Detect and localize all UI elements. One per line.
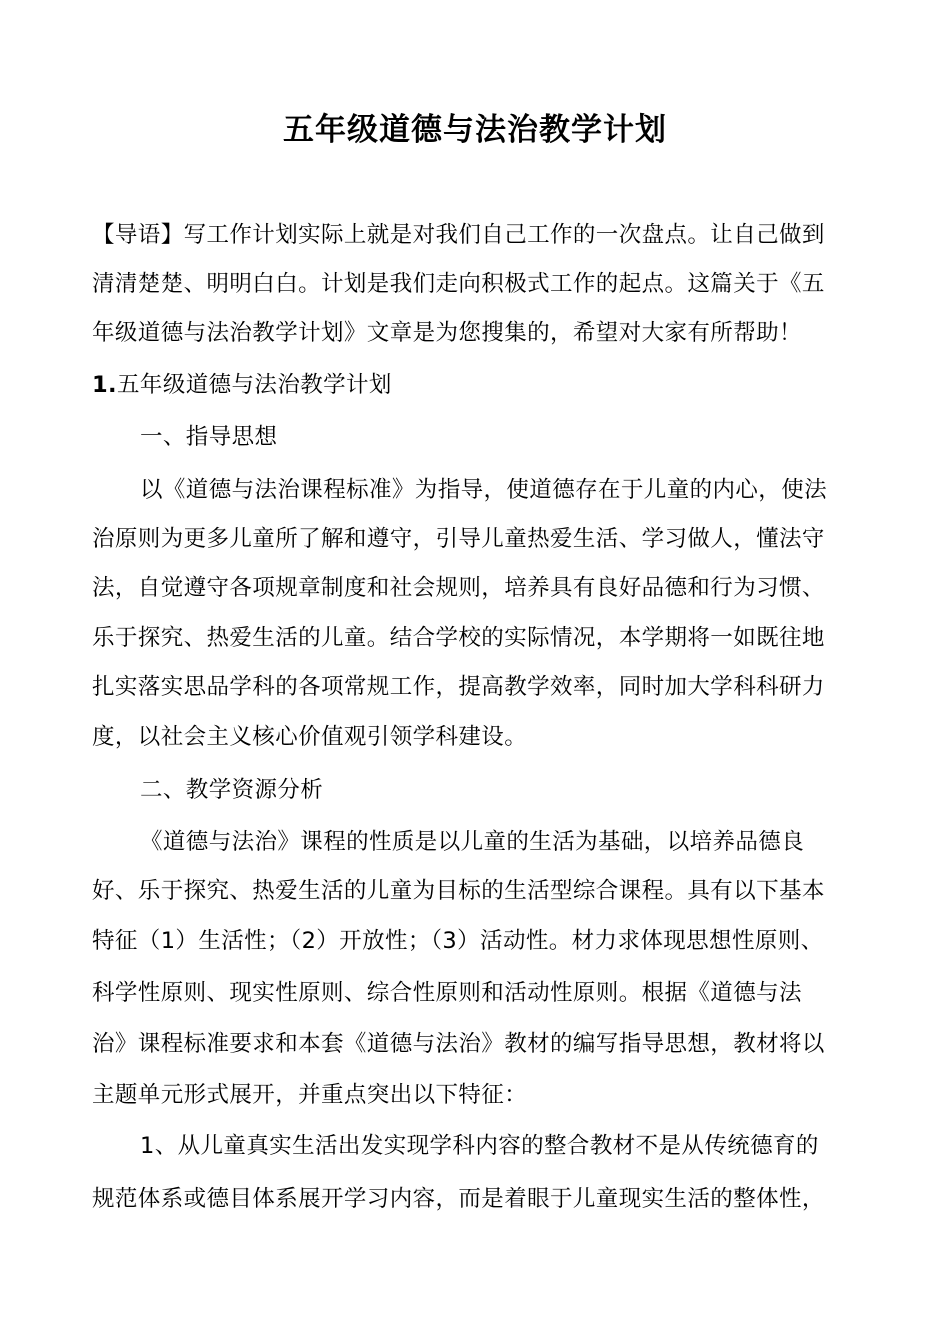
section-title: 五年级道德与法治教学计划 [117, 372, 392, 398]
paragraph-line: 治原则为更多儿童所了解和遵守，引导儿童热爱生活、学习做人，懂法守 [92, 526, 825, 552]
paragraph-line: 科学性原则、现实性原则、综合性原则和活动性原则。根据《道德与法 [92, 980, 802, 1006]
intro-line: 年级道德与法治教学计划》文章是为您搜集的，希望对大家有所帮助！ [92, 320, 802, 346]
paragraph-line: 《道德与法治》课程的性质是以儿童的生活为基础，以培养品德良 [140, 829, 805, 855]
paragraph-line: 特征（1）生活性；（2）开放性；（3）活动性。材力求体现思想性原则、 [92, 928, 824, 954]
paragraph-line: 乐于探究、热爱生活的儿童。结合学校的实际情况，本学期将一如既往地 [92, 625, 825, 651]
paragraph-line: 以《道德与法治课程标准》为指导，使道德存在于儿童的内心，使法 [140, 477, 828, 503]
paragraph-line: 主题单元形式展开，并重点突出以下特征： [92, 1082, 528, 1108]
intro-line: 【导语】写工作计划实际上就是对我们自己工作的一次盘点。让自己做到 [92, 222, 825, 248]
section-number: 1. [92, 372, 118, 398]
paragraph-line: 度，以社会主义核心价值观引领学科建设。 [92, 724, 528, 750]
paragraph-line: 治》课程标准要求和本套《道德与法治》教材的编写指导思想，教材将以 [92, 1031, 825, 1057]
paragraph-line: 扎实落实思品学科的各项常规工作，提高教学效率，同时加大学科科研力 [92, 674, 825, 700]
paragraph-line: 1、从儿童真实生活出发实现学科内容的整合教材不是从传统德育的 [140, 1133, 819, 1159]
heading-guiding-thought: 一、指导思想 [140, 424, 278, 450]
section-heading [92, 368, 392, 402]
paragraph-line: 好、乐于探究、热爱生活的儿童为目标的生活型综合课程。具有以下基本 [92, 878, 825, 904]
paragraph-line: 法，自觉遵守各项规章制度和社会规则，培养具有良好品德和行为习惯、 [92, 575, 825, 601]
document-title: 五年级道德与法治教学计划 [283, 112, 667, 148]
heading-resource-analysis: 二、教学资源分析 [140, 777, 324, 803]
intro-line: 清清楚楚、明明白白。计划是我们走向积极式工作的起点。这篇关于《五 [92, 271, 825, 297]
paragraph-line: 规范体系或德目体系展开学习内容，而是着眼于儿童现实生活的整体性， [92, 1186, 825, 1212]
